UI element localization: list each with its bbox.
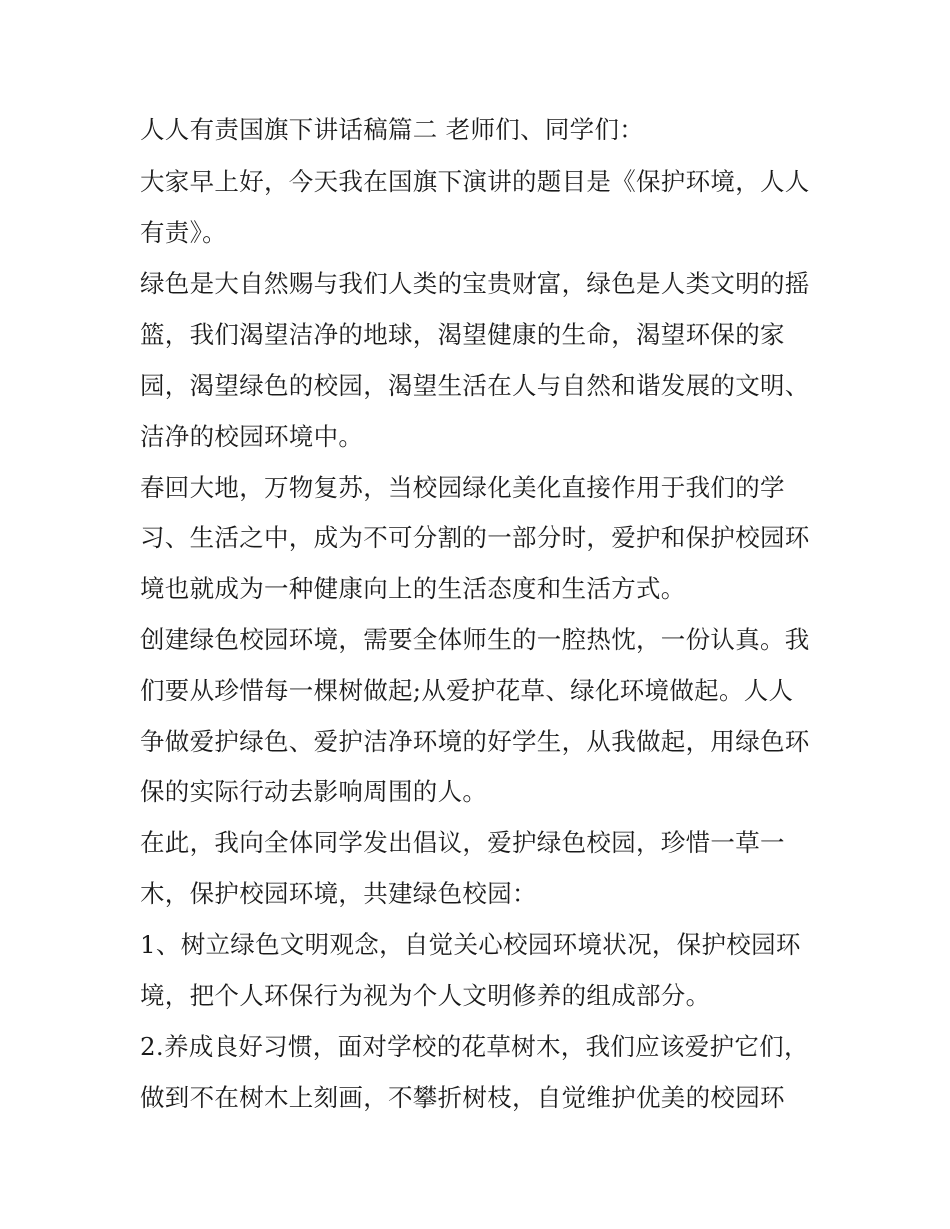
text-line: 1、树立绿色文明观念，自觉关心校园环境状况，保护校园环 [140, 930, 801, 959]
text-line: 洁净的校园环境中。 [140, 422, 364, 451]
text-line: 木，保护校园环境，共建绿色校园： [140, 879, 537, 908]
text-line: 保的实际行动去影响周围的人。 [140, 777, 488, 806]
text-line: 园，渴望绿色的校园，渴望生活在人与自然和谐发展的文明、 [140, 371, 810, 400]
text-line: 们要从珍惜每一棵树做起;从爱护花草、绿化环境做起。人人 [140, 676, 794, 705]
text-line: 习、生活之中，成为不可分割的一部分时，爱护和保护校园环 [140, 523, 810, 552]
text-line: 篮，我们渴望洁净的地球，渴望健康的生命，渴望环保的家 [140, 320, 785, 349]
text-line: 有责》。 [140, 218, 227, 247]
text-line: 春回大地，万物复苏，当校园绿化美化直接作用于我们的学 [140, 473, 785, 502]
text-line: 创建绿色校园环境，需要全体师生的一腔热忱，一份认真。我 [140, 625, 810, 654]
text-line: 在此，我向全体同学发出倡议，爱护绿色校园，珍惜一草一 [140, 828, 785, 857]
text-line: 人人有责国旗下讲话稿篇二 老师们、同学们： [140, 115, 645, 144]
text-line: 大家早上好，今天我在国旗下演讲的题目是《保护环境，人人 [140, 167, 810, 196]
text-line: 争做爱护绿色、爱护洁净环境的好学生，从我做起，用绿色环 [140, 727, 810, 756]
text-line: 绿色是大自然赐与我们人类的宝贵财富，绿色是人类文明的摇 [140, 269, 810, 298]
text-line: 境也就成为一种健康向上的生活态度和生活方式。 [140, 574, 686, 603]
text-line: 做到不在树木上刻画，不攀折树枝，自觉维护优美的校园环 [140, 1083, 785, 1112]
text-line: 2.养成良好习惯，面对学校的花草树木，我们应该爱护它们， [140, 1032, 809, 1061]
text-line: 境，把个人环保行为视为个人文明修养的组成部分。 [140, 981, 711, 1010]
